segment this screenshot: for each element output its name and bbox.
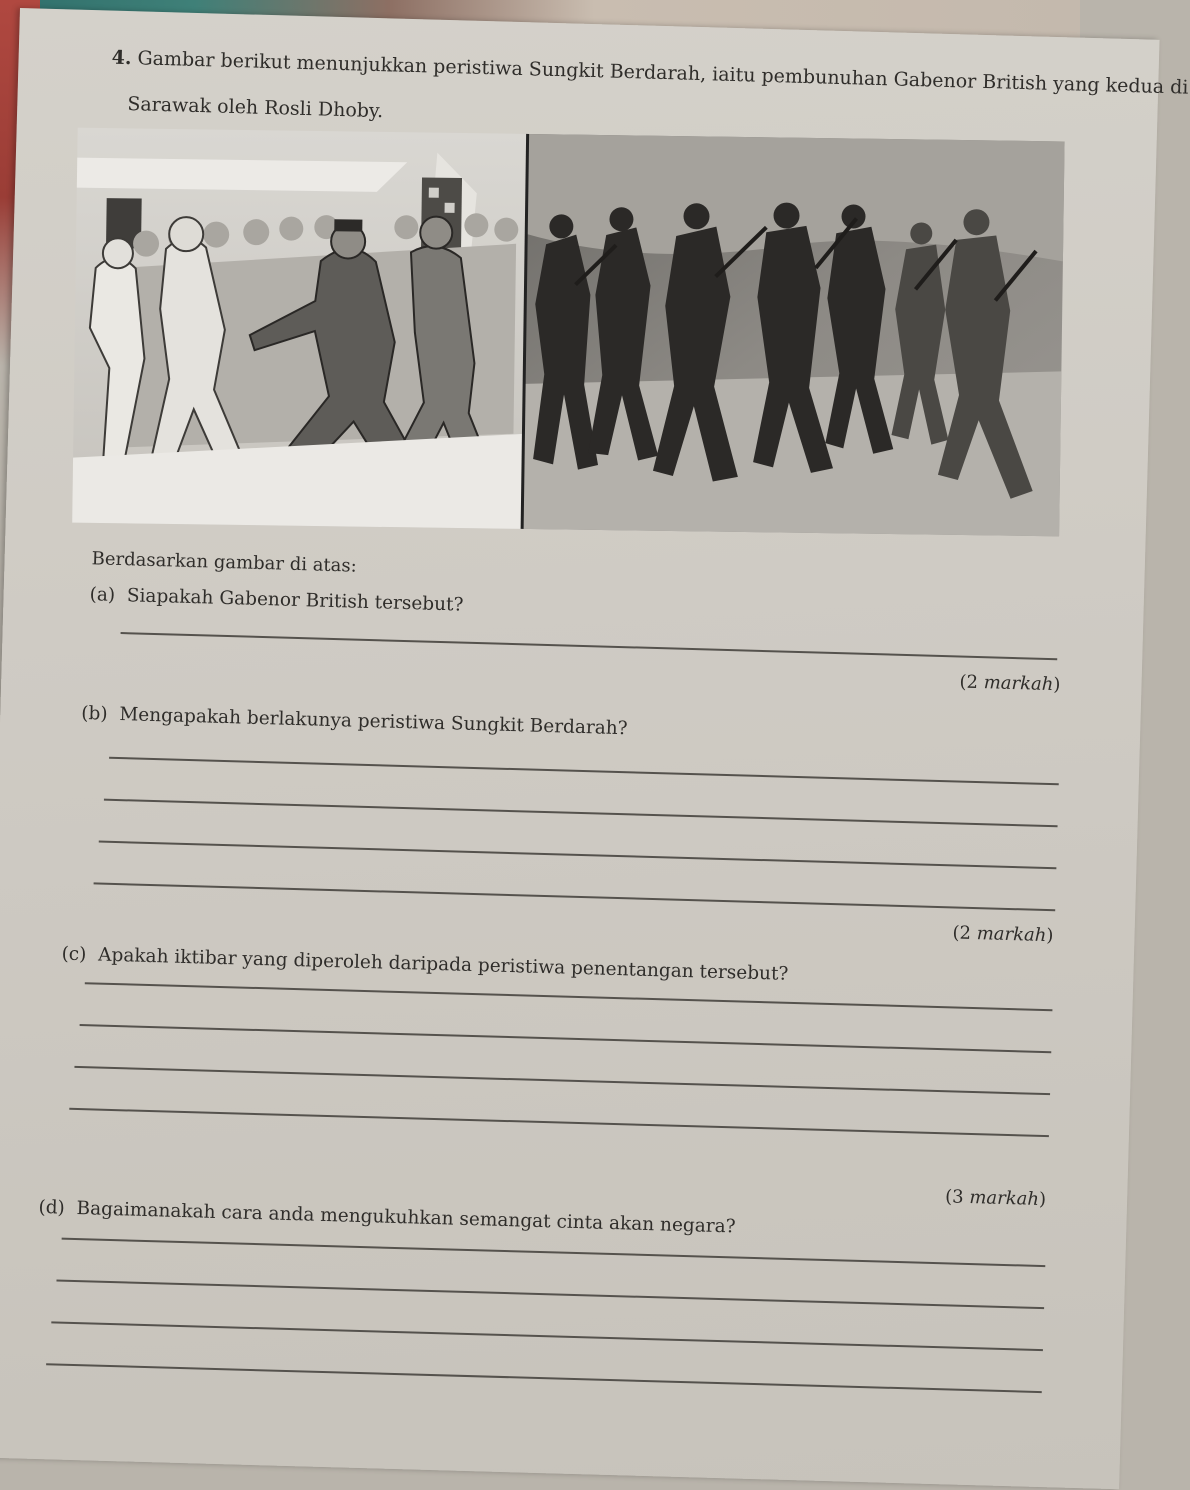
- marks-word: markah: [983, 672, 1054, 696]
- question-d-label: (d): [38, 1196, 66, 1219]
- event-figure: [72, 128, 1064, 537]
- answer-line-a-1[interactable]: [121, 632, 1058, 660]
- marks-c: (3 markah): [944, 1186, 1047, 1211]
- marks-a: (2 markah): [959, 671, 1061, 696]
- illustration-panel: [72, 128, 527, 529]
- question-b-label: (b): [81, 702, 108, 725]
- figure-image: [72, 128, 1064, 537]
- intro-text: Berdasarkan gambar di atas:: [91, 548, 358, 577]
- answer-line-d-4[interactable]: [46, 1363, 1042, 1392]
- answer-line-c-1[interactable]: [85, 982, 1053, 1011]
- photograph-panel: [522, 134, 1064, 536]
- answer-line-c-2[interactable]: [80, 1024, 1052, 1053]
- answer-line-b-2[interactable]: [104, 799, 1058, 827]
- question-a-text: Siapakah Gabenor British tersebut?: [126, 585, 464, 616]
- question-number: 4.: [111, 46, 132, 70]
- question-a: [89, 584, 463, 615]
- question-c-label: (c): [61, 943, 87, 966]
- marks-b: (2 markah): [952, 922, 1054, 947]
- question-stem-line-1: 4. Gambar berikut menunjukkan peristiwa Sungkit Berdarah, iaitu pembunuhan Gabenor British yang kedua di: [111, 46, 1189, 99]
- question-b: [81, 703, 628, 739]
- answer-line-c-3[interactable]: [74, 1066, 1050, 1095]
- answer-line-b-4[interactable]: [94, 882, 1056, 910]
- answer-line-d-1[interactable]: [62, 1238, 1046, 1267]
- marks-word: markah: [969, 1186, 1040, 1210]
- answer-line-d-3[interactable]: [51, 1321, 1043, 1350]
- question-a-label: (a): [89, 584, 116, 606]
- question-c: [61, 944, 788, 985]
- question-c-text: Apakah iktibar yang diperoleh daripada peristiwa penentangan tersebut?: [97, 944, 789, 985]
- question-stem-line-2: Sarawak oleh Rosli Dhoby.: [127, 93, 384, 123]
- question-d: [38, 1197, 736, 1237]
- marks-word: markah: [976, 923, 1047, 947]
- question-b-text: Mengapakah berlakunya peristiwa Sungkit Berdarah?: [119, 704, 628, 740]
- worksheet-page: [0, 8, 1189, 1489]
- answer-line-b-3[interactable]: [99, 841, 1057, 869]
- answer-line-d-2[interactable]: [56, 1280, 1044, 1309]
- answer-line-c-4[interactable]: [69, 1108, 1049, 1137]
- question-d-text: Bagaimanakah cara anda mengukuhkan semangat cinta akan negara?: [76, 1198, 736, 1238]
- answer-line-b-1[interactable]: [109, 757, 1059, 785]
